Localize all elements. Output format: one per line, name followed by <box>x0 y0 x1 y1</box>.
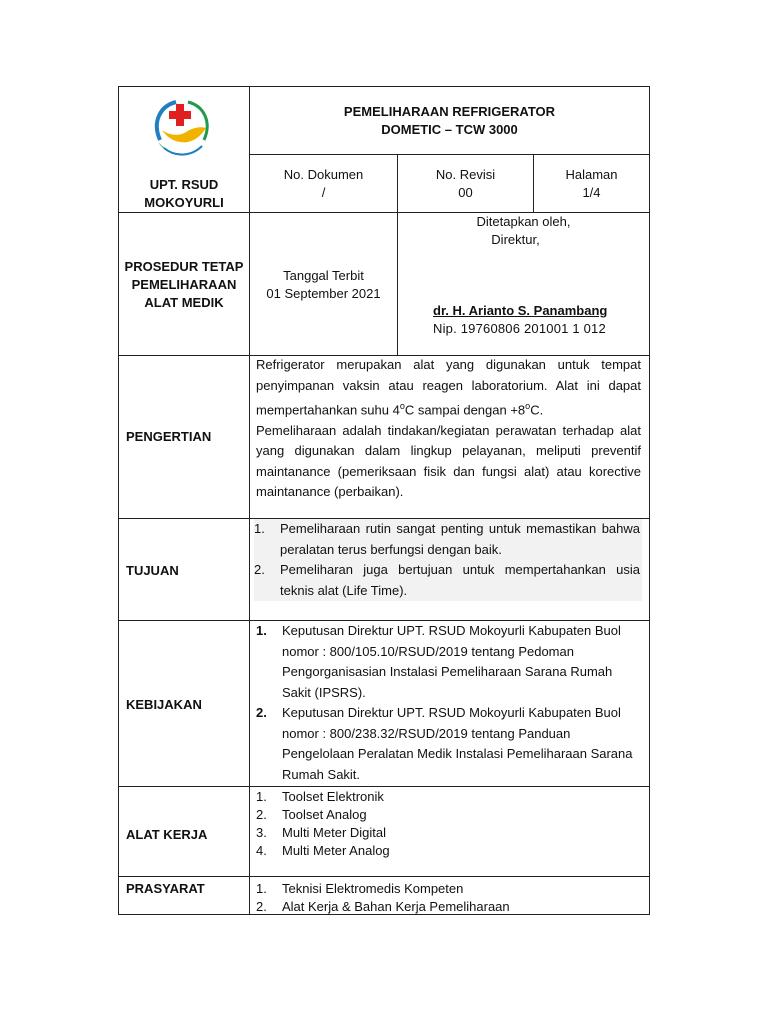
tanggal-terbit-value: 01 September 2021 <box>266 286 381 301</box>
list-item-number: 4. <box>256 843 267 858</box>
prasyarat-list <box>256 880 641 916</box>
prosedur-label: PROSEDUR TETAP PEMELIHARAAN ALAT MEDIK <box>124 259 244 310</box>
row-divider-5 <box>118 786 650 787</box>
table-border-right <box>649 86 650 915</box>
list-item <box>256 621 641 703</box>
list-item <box>256 824 641 842</box>
kebijakan-label: KEBIJAKAN <box>126 697 202 712</box>
table-border-left <box>118 86 119 915</box>
list-item-number: 1. <box>256 789 267 804</box>
list-item-text: Keputusan Direktur UPT. RSUD Mokoyurli Kabupaten Buol nomor : 800/238.32/RSUD/2019 tentang Panduan Pengelolaan Peralatan Medik Instalasi Pemeliharaan Sarana Rumah Sakit. <box>282 705 633 782</box>
list-item-number: 1. <box>256 881 267 896</box>
tujuan-list <box>254 519 642 601</box>
ditetapkan-label: Ditetapkan oleh, <box>476 214 571 229</box>
signatory-name: dr. H. Arianto S. Panambang <box>433 303 608 318</box>
jabatan-label: Direktur, <box>491 232 540 247</box>
hospital-logo-icon <box>150 96 214 164</box>
no-revisi-label: No. Revisi <box>435 167 496 182</box>
list-item-number: 2. <box>254 562 265 577</box>
pengertian-label: PENGERTIAN <box>126 429 212 444</box>
pengertian-text <box>256 355 641 503</box>
table-border-top <box>118 86 650 87</box>
document-title-line1: PEMELIHARAAN REFRIGERATOR <box>343 104 556 119</box>
degree-sup-2: o <box>525 401 531 411</box>
list-item-number: 1. <box>254 521 265 536</box>
list-item-text: Toolset Analog <box>282 807 367 822</box>
list-item-number: 3. <box>256 825 267 840</box>
column-divider <box>249 86 250 915</box>
list-item-text: Toolset Elektronik <box>282 789 384 804</box>
tanggal-terbit-label: Tanggal Terbit <box>283 268 364 283</box>
list-item <box>256 806 641 824</box>
list-item-number: 2. <box>256 899 267 914</box>
document-title-line2: DOMETIC – TCW 3000 <box>381 122 518 137</box>
halaman-value: 1/4 <box>582 185 601 200</box>
list-item <box>254 560 642 601</box>
list-item-text: Alat Kerja & Bahan Kerja Pemeliharaan <box>282 899 510 914</box>
list-item-text: Multi Meter Digital <box>282 825 387 840</box>
list-item-text: Teknisi Elektromedis Kompeten <box>282 881 464 896</box>
list-item-number: 2. <box>256 807 267 822</box>
list-item-number: 1. <box>256 623 267 638</box>
no-dokumen-value: / <box>321 185 326 200</box>
no-revisi-value: 00 <box>458 185 473 200</box>
list-item-number: 2. <box>256 705 267 720</box>
list-item <box>256 703 641 785</box>
pengertian-text-d: Pemeliharaan adalah tindakan/kegiatan perawatan terhadap alat yang digunakan dalam lingkup pelayanan, meliputi preventif maintanance (pemeriksaan fisik dan fungsi alat) atau korective maintanance (perbaikan). <box>256 422 641 500</box>
pengertian-text-c: C. <box>530 402 544 418</box>
list-item-text: Pemeliharan juga bertujuan untuk mempertahankan usia teknis alat (Life Time). <box>280 562 640 598</box>
org-name: UPT. RSUD MOKOYURLI <box>144 177 224 210</box>
no-dokumen-label: No. Dokumen <box>283 167 364 182</box>
list-item <box>256 788 641 806</box>
list-item-text: Pemeliharaan rutin sangat penting untuk memastikan bahwa peralatan terus berfungsi dengan baik. <box>280 521 640 557</box>
degree-sup-1: o <box>399 401 405 411</box>
prasyarat-label: PRASYARAT <box>126 881 205 896</box>
list-item <box>254 519 642 560</box>
pengertian-text-a: Refrigerator merupakan alat yang digunakan untuk tempat penyimpanan vaksin atau reagen laboratorium. Alat ini dapat mempertahankan suhu 4 <box>256 357 641 418</box>
list-item <box>256 898 641 916</box>
list-item-text: Keputusan Direktur UPT. RSUD Mokoyurli Kabupaten Buol nomor : 800/105.10/RSUD/2019 tentang Pedoman Pengorganisasian Instalasi Pemeliharaan Sarana Rumah Sakit (IPSRS). <box>282 623 621 700</box>
alat-kerja-label: ALAT KERJA <box>126 827 208 842</box>
kebijakan-list <box>256 621 641 785</box>
row-divider-6 <box>118 876 650 877</box>
list-item <box>256 842 641 860</box>
tujuan-label: TUJUAN <box>126 563 179 578</box>
signatory-nip: Nip. 19760806 201001 1 012 <box>433 321 606 336</box>
halaman-label: Halaman <box>565 167 618 182</box>
header-subrow-divider <box>249 154 649 155</box>
pengertian-text-b: C sampai dengan +8 <box>404 402 526 418</box>
list-item <box>256 880 641 898</box>
alat-kerja-list <box>256 788 641 860</box>
list-item-text: Multi Meter Analog <box>282 843 390 858</box>
